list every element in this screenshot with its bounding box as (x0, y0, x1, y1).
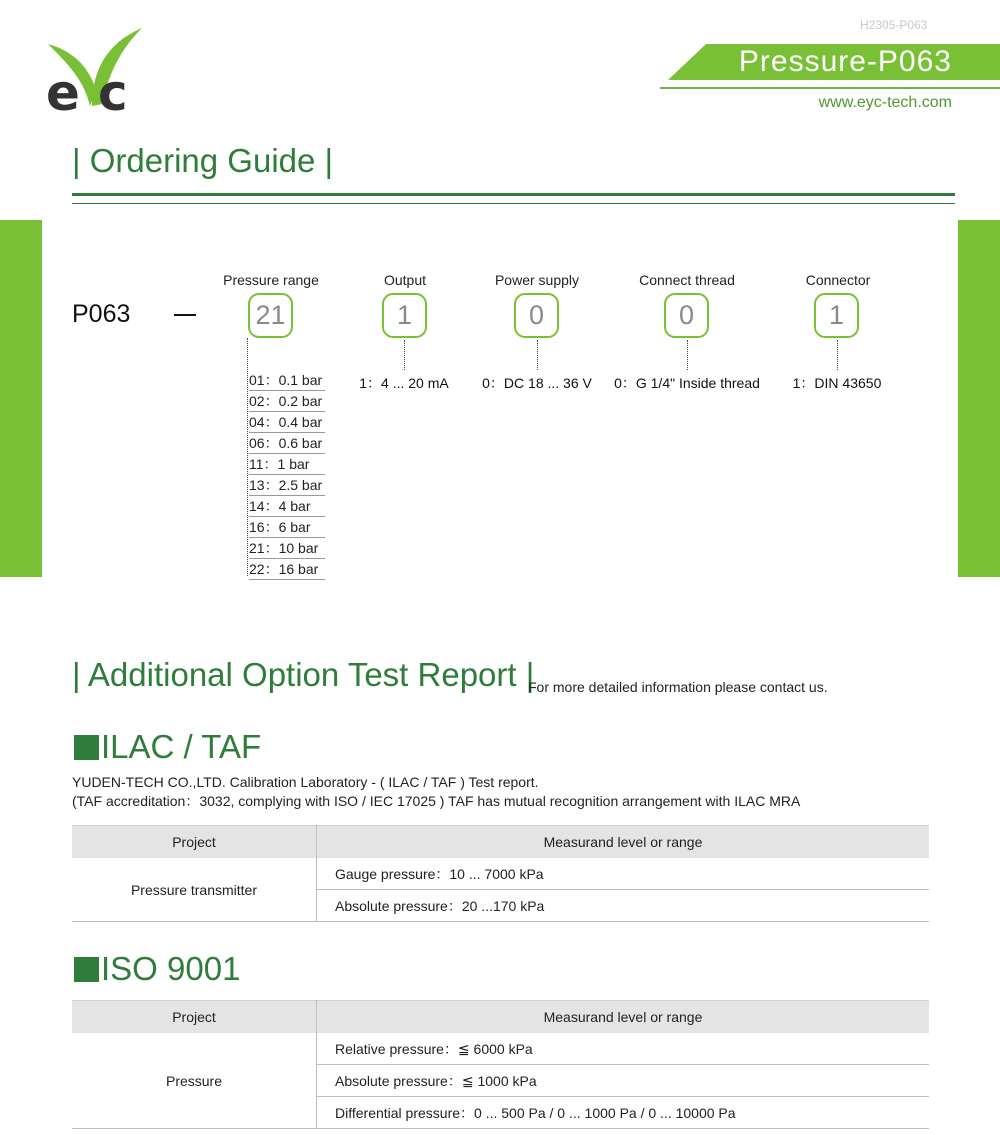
segment-label-connector: Connector (805, 272, 871, 288)
square-bullet-icon (74, 735, 99, 760)
list-item: 04：0.4 bar (249, 413, 325, 433)
company-logo (44, 24, 148, 116)
table-row (72, 1033, 929, 1065)
table-cell-project: Pressure (72, 1033, 317, 1129)
ilac-heading: ILAC / TAF (74, 728, 261, 766)
table-cell-project: Pressure transmitter (72, 858, 317, 922)
list-item: 22：16 bar (249, 560, 325, 580)
document-code: H2305-P063 (860, 18, 928, 32)
table-cell-range: Absolute pressure：≦ 1000 kPa (317, 1065, 930, 1097)
iso-heading: ISO 9001 (74, 950, 240, 988)
square-bullet-icon (74, 957, 99, 982)
ilac-description: YUDEN-TECH CO.,LTD. Calibration Laboratory - ( ILAC / TAF ) Test report. (TAF accreditation：3032, complying with ISO / IEC 17025 ) TAF has mutual recognition arrangement with ILAC MRA (72, 774, 801, 809)
segment-label-pressure-range: Pressure range (223, 272, 319, 288)
list-item: 02：0.2 bar (249, 392, 325, 412)
product-title: Pressure-P063 (738, 45, 952, 78)
list-item: 13：2.5 bar (249, 476, 325, 496)
dotted-connector (404, 340, 405, 370)
table-cell-range: Gauge pressure：10 ... 7000 kPa (317, 858, 930, 890)
segment-label-power-supply: Power supply (494, 272, 580, 288)
segment-label-output: Output (383, 272, 427, 288)
list-item: 06：0.6 bar (249, 434, 325, 454)
code-box-connector: 1 (814, 293, 859, 338)
iso-table (72, 1000, 929, 1129)
ilac-table (72, 825, 929, 922)
heading-rule-thick (72, 193, 955, 196)
column-header-range: Measurand level or range (317, 826, 930, 859)
svg-text:e: e (46, 64, 80, 116)
list-item: 21：10 bar (249, 539, 325, 559)
option-power-supply: 0：DC 18 ... 36 V (482, 375, 592, 391)
dotted-connector (687, 340, 688, 370)
pressure-range-list (249, 371, 325, 581)
column-header-project: Project (72, 826, 317, 859)
table-row (72, 858, 929, 890)
model-number: P063 (72, 300, 131, 328)
logo-leaf-icon (44, 24, 148, 116)
option-connect-thread: 0：G 1/4" Inside thread (614, 375, 760, 391)
code-box-output: 1 (382, 293, 427, 338)
left-accent-bar (0, 220, 42, 577)
list-item: 16：6 bar (249, 518, 325, 538)
table-cell-range: Differential pressure：0 ... 500 Pa / 0 ... 1000 Pa / 0 ... 10000 Pa (317, 1097, 930, 1129)
code-box-power-supply: 0 (514, 293, 559, 338)
code-box-connect-thread: 0 (664, 293, 709, 338)
option-output: 1：4 ... 20 mA (359, 375, 449, 391)
dotted-connector (537, 340, 538, 370)
table-cell-range: Absolute pressure：20 ...170 kPa (317, 890, 930, 922)
column-header-project: Project (72, 1001, 317, 1034)
code-box-pressure-range: 21 (248, 293, 293, 338)
list-item: 14：4 bar (249, 497, 325, 517)
segment-label-connect-thread: Connect thread (639, 272, 735, 288)
table-cell-range: Relative pressure：≦ 6000 kPa (317, 1033, 930, 1065)
column-header-range: Measurand level or range (317, 1001, 930, 1034)
dotted-connector (837, 340, 838, 370)
right-accent-bar (958, 220, 1000, 577)
dotted-connector (247, 338, 248, 576)
svg-text:c: c (98, 64, 128, 116)
list-item: 11：1 bar (249, 455, 325, 475)
test-report-heading: | Additional Option Test Report | (72, 656, 535, 693)
contact-note: For more detailed information please contact us. (528, 679, 828, 695)
option-connector: 1：DIN 43650 (792, 375, 882, 391)
list-item: 01：0.1 bar (249, 371, 325, 391)
website-link[interactable]: www.eyc-tech.com (818, 94, 952, 111)
model-dash (174, 314, 196, 316)
heading-rule-thin (72, 203, 955, 204)
ordering-guide-heading: | Ordering Guide | (72, 142, 334, 179)
banner-underline (660, 87, 1000, 89)
